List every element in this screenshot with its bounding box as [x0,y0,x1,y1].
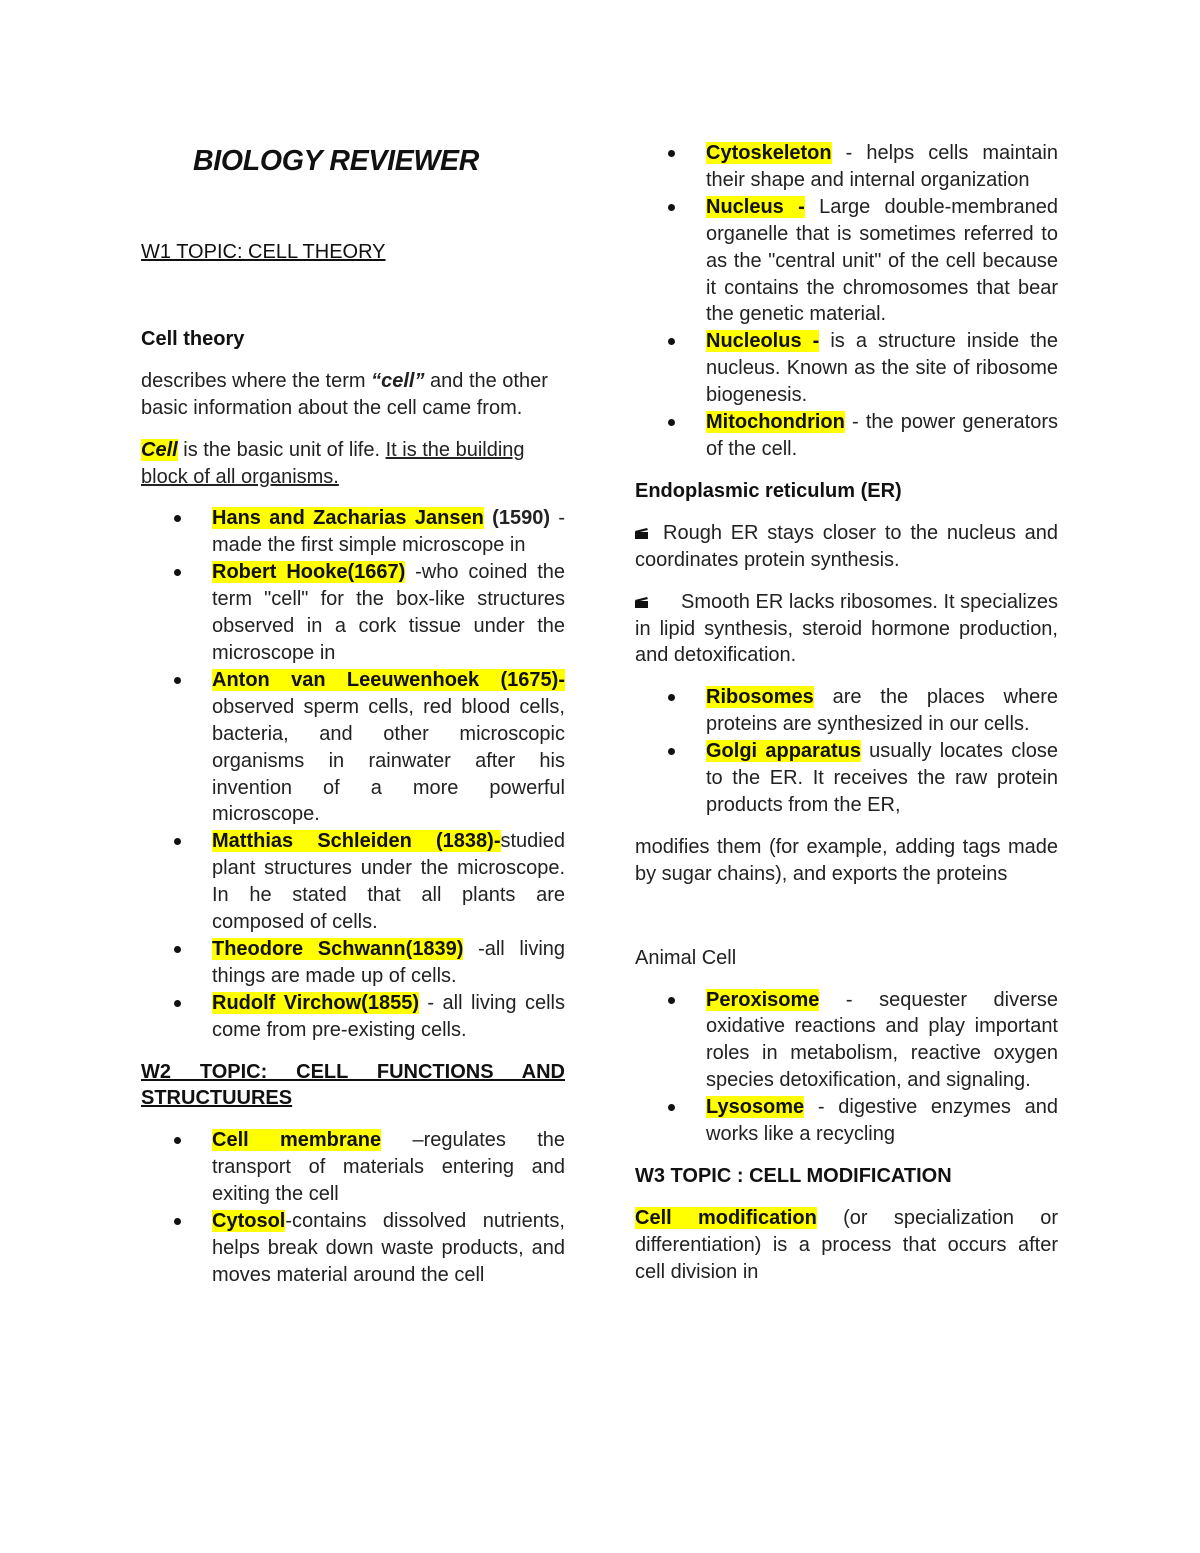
list-item: Cytoskeleton - helps cells maintain their shape and internal organization [635,140,1058,194]
list-item: Lysosome - digestive enzymes and works like a recycling [635,1094,1058,1148]
bullet-icon [668,997,675,1004]
w2-topic-heading: W2 TOPIC: CELL FUNCTIONS AND STRUCTUURES [141,1060,565,1110]
er-heading: Endoplasmic reticulum (ER) [635,479,902,502]
list-item: Rudolf Virchow(1855) - all living cells come from pre-existing cells. [141,990,565,1044]
bullet-icon [174,838,181,845]
er-organelles-list [635,684,1058,819]
list-item: Mitochondrion - the power generators of the cell. [635,409,1058,463]
list-item: Golgi apparatus usually locates close to the ER. It receives the raw protein products from the ER, [635,738,1058,819]
document-title: BIOLOGY REVIEWER [193,145,480,177]
list-item: Nucleus - Large double-membraned organelle that is sometimes referred to as the "central unit" of the cell because it contains the chromosomes that bear the genetic material. [635,194,1058,329]
bullet-icon [174,1218,181,1225]
bullet-icon [668,150,675,157]
list-item: Robert Hooke(1667) -who coined the term "cell" for the box-like structures observed in a cork tissue under the microscope in [141,559,565,667]
list-item: Anton van Leeuwenhoek (1675)- observed sperm cells, red blood cells, bacteria, and other microscopic organisms in rainwater after his invention of a more powerful microscope. [141,667,565,828]
w3-topic-heading: W3 TOPIC : CELL MODIFICATION [635,1165,952,1187]
right-column [635,140,1058,1286]
smooth-er-paragraph: Smooth ER lacks ribosomes. It specializes in lipid synthesis, steroid hormone production, and detoxification. [635,590,1058,667]
clapperboard-icon [635,528,649,539]
bullet-icon [174,569,181,576]
bullet-icon [668,419,675,426]
bullet-icon [668,748,675,755]
cell-modification-paragraph: Cell modification (or specialization or differentiation) is a process that occurs after cell division in [635,1206,1059,1283]
list-item: Ribosomes are the places where proteins are synthesized in our cells. [635,684,1058,738]
cell-term-highlight: Cell [141,438,178,461]
organelles-list [635,140,1058,463]
list-item: Theodore Schwann(1839) -all living things are made up of cells. [141,936,565,990]
bullet-icon [174,946,181,953]
animal-cell-heading: Animal Cell [635,946,737,969]
bullet-icon [668,204,675,211]
bullet-icon [174,677,181,684]
bullet-icon [668,694,675,701]
bullet-icon [668,338,675,345]
list-item: Nucleolus - is a structure inside the nucleus. Known as the site of ribosome biogenesis. [635,328,1058,409]
cell-theory-heading: Cell theory [141,327,245,350]
cell-term: “cell” [371,369,425,392]
left-column [141,140,565,1289]
list-item: Cell membrane –regulates the transport of materials entering and exiting the cell [141,1127,565,1208]
list-item: Cytosol-contains dissolved nutrients, helps break down waste products, and moves material around the cell [141,1208,565,1289]
bullet-icon [668,1104,675,1111]
list-item: Matthias Schleiden (1838)-studied plant structures under the microscope. In he stated that all plants are composed of cells. [141,828,565,936]
cell-theory-description: describes where the term “cell” and the other basic information about the cell came from. [141,369,548,419]
scientists-list [141,505,565,1043]
cell-definition: Cell is the basic unit of life. It is the building block of all organisms. [141,438,525,488]
clapperboard-icon [635,597,649,608]
animal-cell-list [635,987,1058,1148]
list-item: Peroxisome - sequester diverse oxidative reactions and play important roles in metabolism, reactive oxygen species detoxification, and signaling. [635,987,1058,1095]
rough-er-paragraph: Rough ER stays closer to the nucleus and coordinates protein synthesis. [635,521,1058,571]
list-item: Hans and Zacharias Jansen (1590) - made the first simple microscope in [141,505,565,559]
bullet-icon [174,1137,181,1144]
bullet-icon [174,1000,181,1007]
golgi-continued-paragraph: modifies them (for example, adding tags made by sugar chains), and exports the proteins [635,835,1058,885]
w1-topic-heading: W1 TOPIC: CELL THEORY [141,241,386,263]
bullet-icon [174,515,181,522]
cell-structures-list [141,1127,565,1288]
